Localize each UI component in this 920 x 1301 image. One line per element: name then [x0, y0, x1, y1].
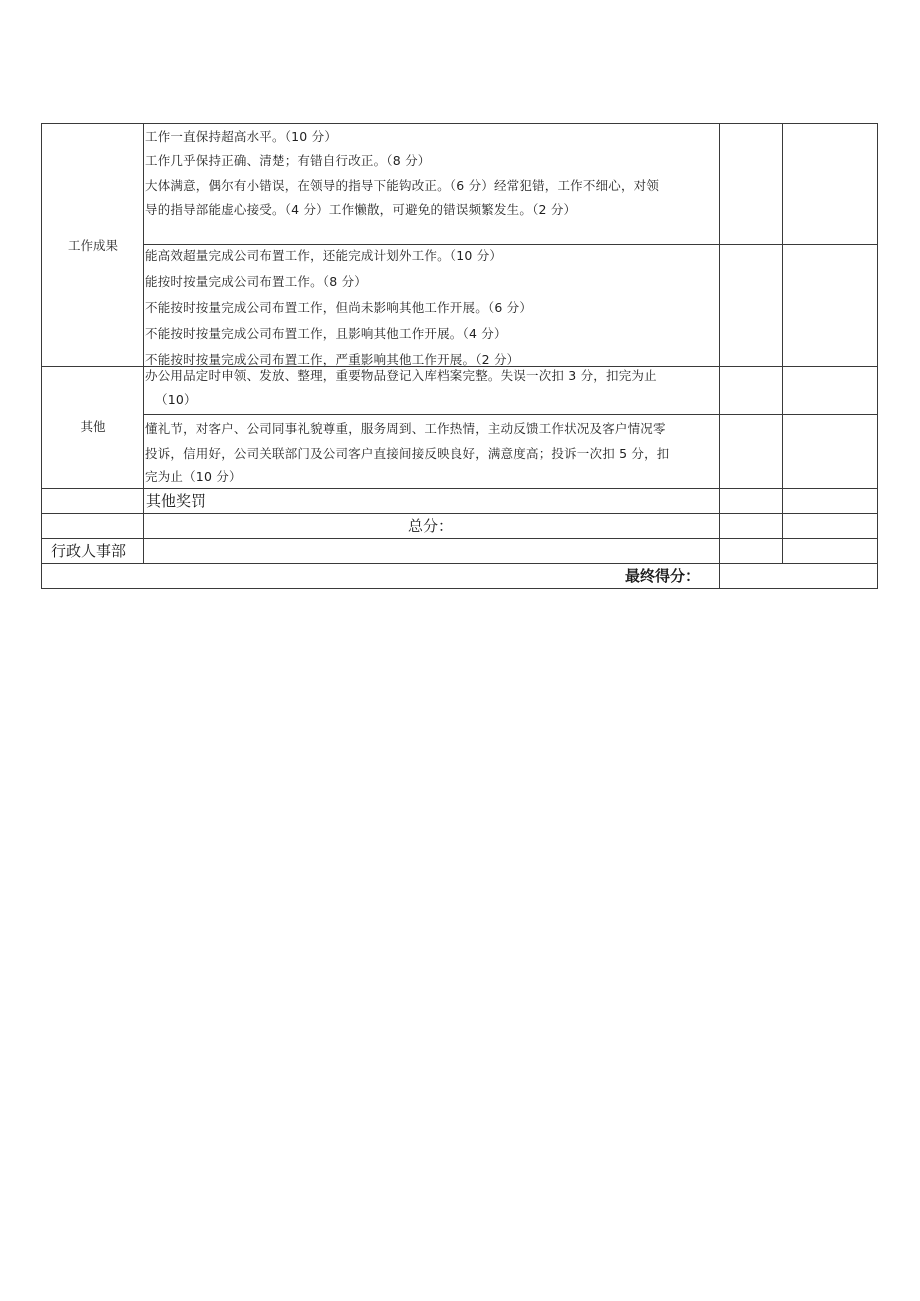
criteria-line: 大体满意，偶尔有小错误，在领导的指导下能钩改正。（6 分）经常犯错，工作不细心，对领: [145, 178, 660, 193]
category-other: 其他: [80, 419, 106, 434]
admin-hr-label: 行政人事部: [51, 542, 127, 560]
row-divider-final: [41, 563, 878, 564]
table-border-right: [877, 123, 878, 589]
column-divider-score-1: [719, 123, 720, 589]
criteria-line: 工作几乎保持正确、清楚；有错自行改正。（8 分）: [145, 153, 431, 168]
criteria-line: 完为止（10 分）: [145, 469, 242, 484]
total-score-label: 总分：: [408, 517, 454, 535]
criteria-line: 能按时按量完成公司布置工作。（8 分）: [145, 274, 367, 289]
criteria-line: 工作一直保持超高水平。（10 分）: [145, 129, 338, 144]
column-divider-score-2: [782, 123, 783, 563]
category-work-result: 工作成果: [67, 238, 118, 253]
office-supplies-criteria: [145, 367, 719, 414]
row-divider-total: [41, 513, 878, 514]
work-quantity-criteria: [145, 245, 719, 366]
table-border-bottom: [41, 588, 878, 589]
criteria-line: 导的指导部能虚心接受。（4 分）工作懒散，可避免的错误频繁发生。（2 分）: [145, 202, 577, 217]
row-divider-other-rewards: [41, 488, 878, 489]
criteria-line: 不能按时按量完成公司布置工作，严重影响其他工作开展。（2 分）: [145, 352, 520, 366]
work-quality-criteria: [145, 124, 719, 244]
criteria-line: 能高效超量完成公司布置工作，还能完成计划外工作。（10 分）: [145, 248, 503, 263]
column-divider-category: [143, 123, 144, 563]
criteria-line: 办公用品定时申领、发放、整理，重要物品登记入库档案完整。失误一次扣 3 分，扣完为止: [145, 368, 657, 383]
table-border-left: [41, 123, 42, 589]
criteria-line: 懂礼节，对客户、公司同事礼貌尊重，服务周到、工作热情，主动反馈工作状况及客户情况零: [145, 421, 666, 436]
criteria-line: （10）: [155, 392, 197, 407]
criteria-line: 不能按时按量完成公司布置工作，且影响其他工作开展。（4 分）: [145, 326, 507, 341]
final-score-label: 最终得分：: [625, 568, 701, 585]
criteria-line: 不能按时按量完成公司布置工作，但尚未影响其他工作开展。（6 分）: [145, 300, 533, 315]
criteria-line: 投诉，信用好，公司关联部门及公司客户直接间接反映良好，满意度高；投诉一次扣 5 分，扣: [145, 446, 670, 461]
row-divider-admin: [41, 538, 878, 539]
evaluation-table: [0, 0, 920, 600]
etiquette-criteria: [145, 415, 719, 488]
other-rewards-label: 其他奖罚: [146, 492, 207, 510]
